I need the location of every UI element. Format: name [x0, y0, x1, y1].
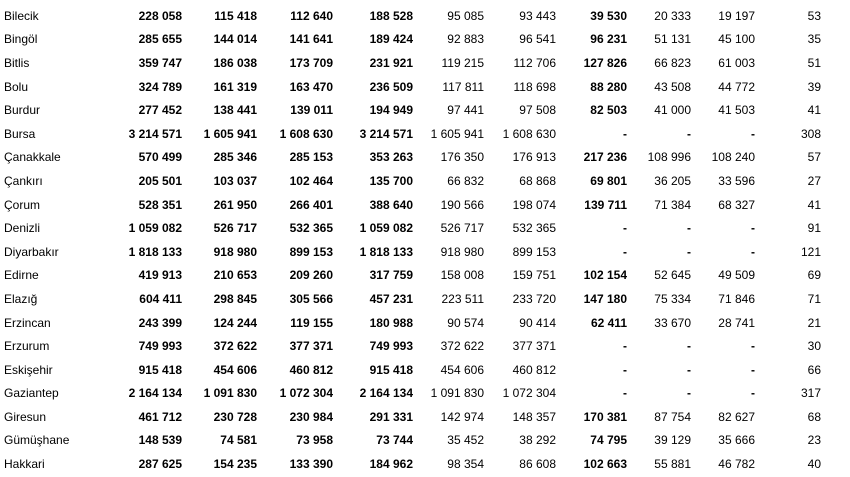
value-cell: 35 666 — [718, 433, 755, 448]
value-cell: 1 605 941 — [203, 126, 257, 141]
table-row — [0, 169, 821, 193]
value-cell: 749 993 — [138, 339, 182, 354]
table-row — [0, 264, 821, 288]
table-row — [0, 4, 821, 28]
value-cell: 158 008 — [440, 268, 484, 283]
province-name-cell: Erzurum — [4, 339, 50, 354]
value-cell: 231 921 — [369, 55, 413, 70]
value-cell: 90 414 — [519, 315, 556, 330]
value-cell: 161 319 — [213, 79, 257, 94]
province-name-cell: Giresun — [4, 409, 47, 424]
value-cell: 46 782 — [718, 457, 755, 472]
value-cell: 188 528 — [369, 8, 413, 23]
value-cell: 97 508 — [519, 103, 556, 118]
province-name-cell: Diyarbakır — [4, 244, 59, 259]
value-cell: 68 — [807, 409, 821, 424]
value-cell: 308 — [800, 126, 821, 141]
table-body — [0, 4, 821, 476]
value-cell: 108 240 — [711, 150, 755, 165]
value-cell: 51 — [807, 55, 821, 70]
table-row — [0, 122, 821, 146]
value-cell: 454 606 — [440, 362, 484, 377]
value-cell: 460 812 — [512, 362, 556, 377]
value-cell: 117 811 — [442, 79, 484, 94]
table-row — [0, 193, 821, 217]
value-cell: 36 205 — [654, 173, 691, 188]
value-cell: 144 014 — [213, 32, 257, 47]
province-name-cell: Gaziantep — [4, 386, 59, 401]
value-cell: 604 411 — [139, 291, 182, 306]
value-cell: 121 — [800, 244, 821, 259]
value-cell: 285 346 — [213, 150, 257, 165]
value-cell: 71 384 — [654, 197, 691, 212]
value-cell: 173 709 — [289, 55, 333, 70]
value-cell: - — [687, 244, 691, 259]
value-cell: 115 418 — [214, 8, 257, 23]
value-cell: 570 499 — [138, 150, 182, 165]
province-name-cell: Bingöl — [4, 32, 38, 47]
value-cell: 1 608 630 — [279, 126, 333, 141]
value-cell: 3 214 571 — [128, 126, 182, 141]
value-cell: 217 236 — [583, 150, 627, 165]
value-cell: 528 351 — [138, 197, 182, 212]
value-cell: 30 — [807, 339, 821, 354]
value-cell: 28 741 — [718, 315, 755, 330]
table-row — [0, 28, 821, 52]
value-cell: 73 958 — [296, 433, 333, 448]
table-row — [0, 382, 821, 406]
value-cell: 228 058 — [138, 8, 182, 23]
value-cell: 223 511 — [441, 291, 484, 306]
value-cell: 532 365 — [289, 221, 333, 236]
value-cell: 1 605 941 — [430, 126, 484, 141]
value-cell: - — [751, 339, 755, 354]
table-row — [0, 358, 821, 382]
value-cell: 532 365 — [512, 221, 556, 236]
table-row — [0, 452, 821, 476]
value-cell: 119 215 — [441, 55, 484, 70]
table-row — [0, 429, 821, 453]
value-cell: 918 980 — [213, 244, 257, 259]
value-cell: 112 706 — [513, 55, 556, 70]
province-name-cell: Burdur — [4, 103, 41, 118]
value-cell: 1 059 082 — [359, 221, 413, 236]
value-cell: 147 180 — [583, 291, 627, 306]
province-name-cell: Eskişehir — [4, 362, 53, 377]
value-cell: 142 974 — [440, 409, 484, 424]
value-cell: - — [623, 386, 627, 401]
value-cell: 102 663 — [583, 457, 627, 472]
value-cell: 71 846 — [718, 291, 755, 306]
value-cell: 285 153 — [289, 150, 333, 165]
table-row — [0, 311, 821, 335]
value-cell: 170 381 — [583, 409, 627, 424]
value-cell: - — [751, 362, 755, 377]
value-cell: - — [687, 362, 691, 377]
value-cell: 1 091 830 — [430, 386, 484, 401]
value-cell: 41 — [807, 103, 821, 118]
value-cell: 97 441 — [447, 103, 484, 118]
value-cell: - — [623, 126, 627, 141]
value-cell: 93 443 — [519, 8, 556, 23]
value-cell: 43 508 — [654, 79, 691, 94]
table-row — [0, 334, 821, 358]
value-cell: 69 — [807, 268, 821, 283]
value-cell: 353 263 — [369, 150, 413, 165]
value-cell: 40 — [807, 457, 821, 472]
value-cell: 918 980 — [440, 244, 484, 259]
value-cell: 92 883 — [447, 32, 484, 47]
value-cell: 45 100 — [718, 32, 755, 47]
value-cell: - — [623, 339, 627, 354]
table-row — [0, 75, 821, 99]
value-cell: 44 772 — [718, 79, 755, 94]
value-cell: 39 129 — [654, 433, 691, 448]
value-cell: 102 154 — [583, 268, 627, 283]
value-cell: 68 327 — [718, 197, 755, 212]
value-cell: 124 244 — [213, 315, 257, 330]
value-cell: 230 728 — [213, 409, 257, 424]
value-cell: 388 640 — [369, 197, 413, 212]
value-cell: 53 — [807, 8, 821, 23]
value-cell: 82 503 — [590, 103, 627, 118]
value-cell: 377 371 — [289, 339, 333, 354]
value-cell: 3 214 571 — [359, 126, 413, 141]
value-cell: - — [687, 221, 691, 236]
value-cell: 133 390 — [289, 457, 333, 472]
value-cell: 526 717 — [440, 221, 484, 236]
value-cell: 176 350 — [440, 150, 484, 165]
value-cell: - — [751, 386, 755, 401]
value-cell: 261 950 — [213, 197, 257, 212]
value-cell: 55 881 — [654, 457, 691, 472]
province-name-cell: Bolu — [4, 79, 29, 94]
value-cell: 2 164 134 — [359, 386, 413, 401]
value-cell: 38 292 — [519, 433, 556, 448]
value-cell: 135 700 — [369, 173, 413, 188]
value-cell: 236 509 — [369, 79, 413, 94]
province-name-cell: Bilecik — [4, 8, 39, 23]
value-cell: - — [623, 244, 627, 259]
value-cell: 148 357 — [512, 409, 556, 424]
value-cell: 39 530 — [590, 8, 627, 23]
value-cell: 377 371 — [512, 339, 556, 354]
value-cell: 19 197 — [718, 8, 755, 23]
table-row — [0, 405, 821, 429]
value-cell: 243 399 — [138, 315, 182, 330]
value-cell: 119 155 — [290, 315, 333, 330]
value-cell: 57 — [807, 150, 821, 165]
value-cell: 88 280 — [590, 79, 627, 94]
value-cell: 419 913 — [138, 268, 182, 283]
value-cell: 317 759 — [369, 268, 413, 283]
value-cell: 1 091 830 — [203, 386, 257, 401]
value-cell: 266 401 — [289, 197, 333, 212]
value-cell: 33 596 — [718, 173, 755, 188]
value-cell: 186 038 — [213, 55, 257, 70]
value-cell: 73 744 — [376, 433, 413, 448]
province-name-cell: Hakkari — [4, 457, 45, 472]
value-cell: 66 823 — [654, 55, 691, 70]
value-cell: 141 641 — [289, 32, 333, 47]
value-cell: - — [751, 126, 755, 141]
value-cell: 66 — [807, 362, 821, 377]
value-cell: 2 164 134 — [128, 386, 182, 401]
value-cell: 96 541 — [519, 32, 556, 47]
value-cell: 457 231 — [369, 291, 413, 306]
value-cell: 230 984 — [289, 409, 333, 424]
value-cell: 75 334 — [654, 291, 691, 306]
value-cell: 454 606 — [213, 362, 257, 377]
value-cell: 233 720 — [512, 291, 556, 306]
value-cell: 210 653 — [213, 268, 257, 283]
province-name-cell: Edirne — [4, 268, 39, 283]
value-cell: 35 452 — [447, 433, 484, 448]
value-cell: 324 789 — [138, 79, 182, 94]
value-cell: 102 464 — [289, 173, 333, 188]
value-cell: 176 913 — [512, 150, 556, 165]
value-cell: 372 622 — [440, 339, 484, 354]
value-cell: 20 333 — [654, 8, 691, 23]
value-cell: 194 949 — [369, 103, 413, 118]
value-cell: 198 074 — [512, 197, 556, 212]
value-cell: 35 — [807, 32, 821, 47]
value-cell: 23 — [807, 433, 821, 448]
value-cell: 33 670 — [654, 315, 691, 330]
value-cell: 62 411 — [590, 315, 627, 330]
value-cell: - — [751, 221, 755, 236]
value-cell: - — [687, 126, 691, 141]
value-cell: 190 566 — [440, 197, 484, 212]
value-cell: 317 — [800, 386, 821, 401]
value-cell: - — [751, 244, 755, 259]
value-cell: 69 801 — [590, 173, 627, 188]
value-cell: 118 698 — [513, 79, 556, 94]
value-cell: 163 470 — [289, 79, 333, 94]
value-cell: 461 712 — [138, 409, 182, 424]
value-cell: 39 — [807, 79, 821, 94]
value-cell: 41 — [807, 197, 821, 212]
value-cell: 1 818 133 — [128, 244, 182, 259]
value-cell: 139 011 — [290, 103, 333, 118]
value-cell: 915 418 — [138, 362, 182, 377]
value-cell: 899 153 — [289, 244, 333, 259]
value-cell: 291 331 — [369, 409, 413, 424]
value-cell: 460 812 — [289, 362, 333, 377]
value-cell: 184 962 — [369, 457, 413, 472]
value-cell: 98 354 — [447, 457, 484, 472]
value-cell: - — [687, 339, 691, 354]
value-cell: 1 059 082 — [128, 221, 182, 236]
value-cell: 1 608 630 — [502, 126, 556, 141]
population-table — [0, 4, 821, 476]
province-name-cell: Çorum — [4, 197, 41, 212]
value-cell: 287 625 — [138, 457, 182, 472]
value-cell: 27 — [807, 173, 821, 188]
value-cell: 49 509 — [718, 268, 755, 283]
value-cell: 108 996 — [647, 150, 691, 165]
value-cell: 277 452 — [138, 103, 182, 118]
province-name-cell: Gümüşhane — [4, 433, 70, 448]
value-cell: 74 581 — [220, 433, 257, 448]
province-name-cell: Elazığ — [4, 291, 38, 306]
value-cell: 915 418 — [369, 362, 413, 377]
value-cell: 41 503 — [718, 103, 755, 118]
value-cell: 74 795 — [590, 433, 627, 448]
value-cell: 95 085 — [447, 8, 484, 23]
value-cell: 180 988 — [369, 315, 413, 330]
value-cell: 82 627 — [718, 409, 755, 424]
value-cell: 159 751 — [512, 268, 556, 283]
table-row — [0, 146, 821, 170]
table-row — [0, 216, 821, 240]
value-cell: 1 818 133 — [359, 244, 413, 259]
value-cell: 359 747 — [138, 55, 182, 70]
value-cell: 103 037 — [213, 173, 257, 188]
value-cell: 526 717 — [213, 221, 257, 236]
province-name-cell: Denizli — [4, 221, 41, 236]
value-cell: 21 — [807, 315, 821, 330]
value-cell: 86 608 — [519, 457, 556, 472]
value-cell: - — [687, 386, 691, 401]
province-name-cell: Çankırı — [4, 173, 43, 188]
value-cell: 96 231 — [590, 32, 627, 47]
value-cell: 154 235 — [213, 457, 257, 472]
value-cell: 68 868 — [519, 173, 556, 188]
province-name-cell: Erzincan — [4, 315, 51, 330]
value-cell: - — [623, 221, 627, 236]
value-cell: 205 501 — [138, 173, 182, 188]
value-cell: 139 711 — [584, 197, 627, 212]
value-cell: 41 000 — [654, 103, 691, 118]
value-cell: 52 645 — [654, 268, 691, 283]
value-cell: - — [623, 362, 627, 377]
value-cell: 90 574 — [447, 315, 484, 330]
province-name-cell: Çanakkale — [4, 150, 61, 165]
value-cell: 189 424 — [369, 32, 413, 47]
value-cell: 51 131 — [654, 32, 691, 47]
province-name-cell: Bursa — [4, 126, 36, 141]
province-name-cell: Bitlis — [4, 55, 30, 70]
value-cell: 285 655 — [138, 32, 182, 47]
value-cell: 148 539 — [138, 433, 182, 448]
value-cell: 61 003 — [718, 55, 755, 70]
value-cell: 372 622 — [213, 339, 257, 354]
value-cell: 87 754 — [654, 409, 691, 424]
value-cell: 1 072 304 — [279, 386, 333, 401]
value-cell: 66 832 — [447, 173, 484, 188]
table-row — [0, 98, 821, 122]
value-cell: 71 — [807, 291, 821, 306]
value-cell: 305 566 — [289, 291, 333, 306]
value-cell: 112 640 — [290, 8, 333, 23]
value-cell: 899 153 — [512, 244, 556, 259]
table-row — [0, 287, 821, 311]
value-cell: 138 441 — [213, 103, 257, 118]
value-cell: 91 — [807, 221, 821, 236]
value-cell: 209 260 — [289, 268, 333, 283]
value-cell: 749 993 — [369, 339, 413, 354]
table-row — [0, 51, 821, 75]
value-cell: 1 072 304 — [502, 386, 556, 401]
value-cell: 127 826 — [583, 55, 627, 70]
value-cell: 298 845 — [213, 291, 257, 306]
table-row — [0, 240, 821, 264]
